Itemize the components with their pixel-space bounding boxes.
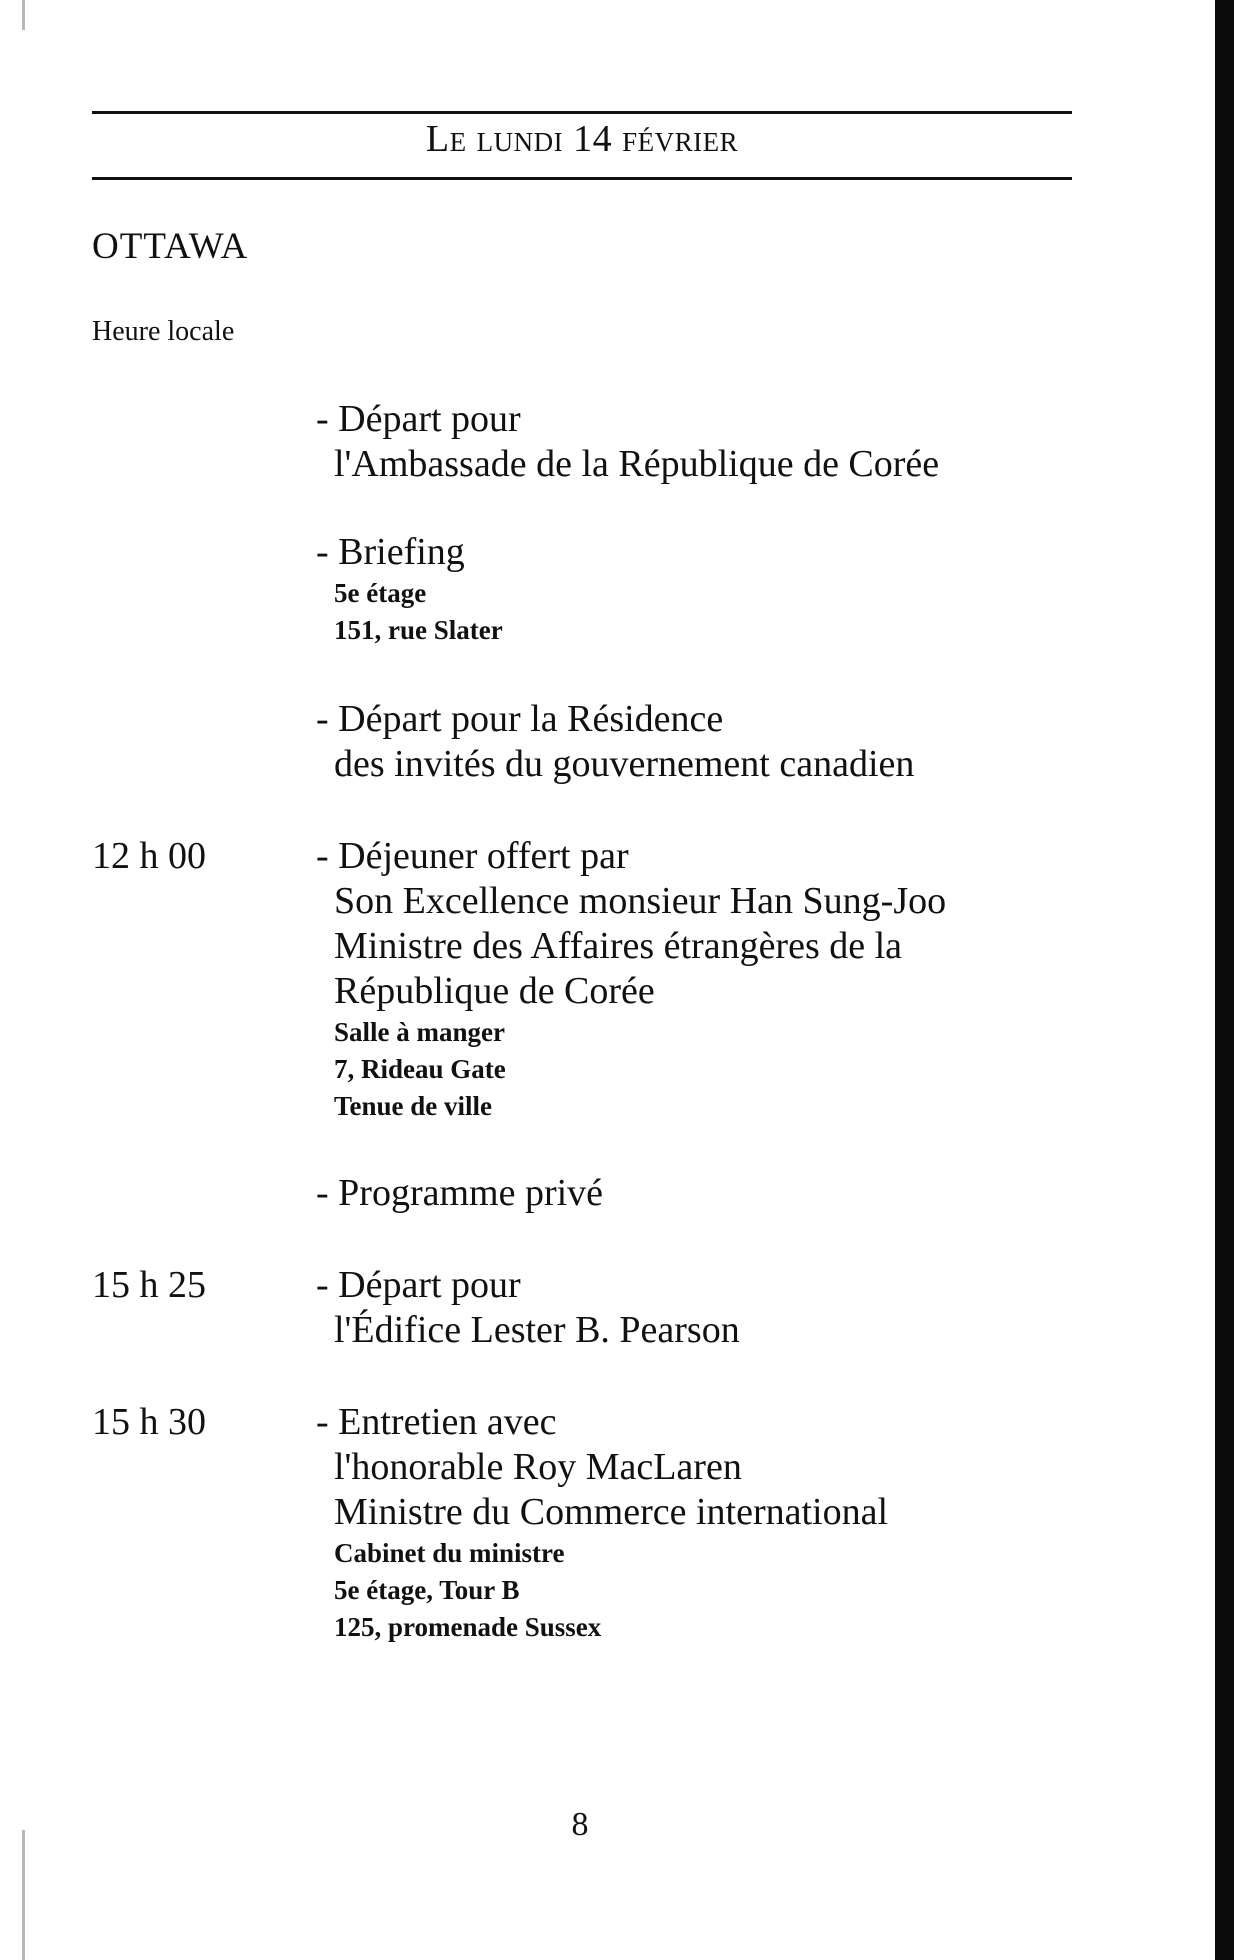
entry-line: - Départ pour bbox=[316, 1264, 521, 1306]
entry-line: - Départ pour bbox=[316, 398, 521, 440]
entry-detail: 151, rue Slater bbox=[334, 615, 503, 645]
entry-line: Ministre du Commerce international bbox=[334, 1491, 889, 1533]
entry-detail: Cabinet du ministre bbox=[334, 1538, 565, 1568]
entry-line: l'honorable Roy MacLaren bbox=[334, 1446, 742, 1488]
entry-line: République de Corée bbox=[334, 970, 655, 1012]
page-number: 8 bbox=[571, 1806, 589, 1843]
entry-line: - Programme privé bbox=[316, 1172, 604, 1214]
entry-line: - Déjeuner offert par bbox=[316, 835, 629, 877]
header-bottom-rule bbox=[92, 177, 1072, 180]
scan-mark bbox=[22, 1830, 25, 1960]
city-heading: OTTAWA bbox=[92, 226, 249, 267]
entry-line: Son Excellence monsieur Han Sung-Joo bbox=[334, 880, 947, 922]
entry-description bbox=[316, 1171, 1146, 1216]
entry-detail: 7, Rideau Gate bbox=[334, 1054, 506, 1084]
entry-description bbox=[316, 1263, 1146, 1353]
entry-line: l'Ambassade de la République de Corée bbox=[334, 443, 940, 485]
entry-description bbox=[316, 530, 1146, 649]
entry-line: - Départ pour la Résidence bbox=[316, 698, 724, 740]
entry-line: l'Édifice Lester B. Pearson bbox=[334, 1309, 740, 1351]
entry-time: 15 h 25 bbox=[92, 1264, 206, 1306]
day-header: Le lundi 14 février bbox=[425, 118, 739, 160]
entry-detail: 125, promenade Sussex bbox=[334, 1612, 602, 1642]
entry-line: des invités du gouvernement canadien bbox=[334, 743, 915, 785]
scan-mark bbox=[22, 0, 25, 30]
scan-edge-bar bbox=[1215, 0, 1234, 1960]
entry-description bbox=[316, 1400, 1146, 1646]
entry-time: 12 h 00 bbox=[92, 835, 206, 877]
entry-detail: Salle à manger bbox=[334, 1017, 505, 1047]
entry-description bbox=[316, 697, 1146, 787]
entry-time: 15 h 30 bbox=[92, 1401, 206, 1443]
entry-description bbox=[316, 397, 1146, 487]
entry-detail: Tenue de ville bbox=[334, 1091, 493, 1121]
entry-line: - Entretien avec bbox=[316, 1401, 557, 1443]
entry-line: Ministre des Affaires étrangères de la bbox=[334, 925, 903, 967]
entry-detail: 5e étage, Tour B bbox=[334, 1575, 520, 1605]
header-top-rule bbox=[92, 111, 1072, 114]
entry-description bbox=[316, 834, 1146, 1125]
entry-line: - Briefing bbox=[316, 531, 465, 573]
entry-detail: 5e étage bbox=[334, 578, 427, 608]
timezone-label: Heure locale bbox=[92, 316, 235, 347]
